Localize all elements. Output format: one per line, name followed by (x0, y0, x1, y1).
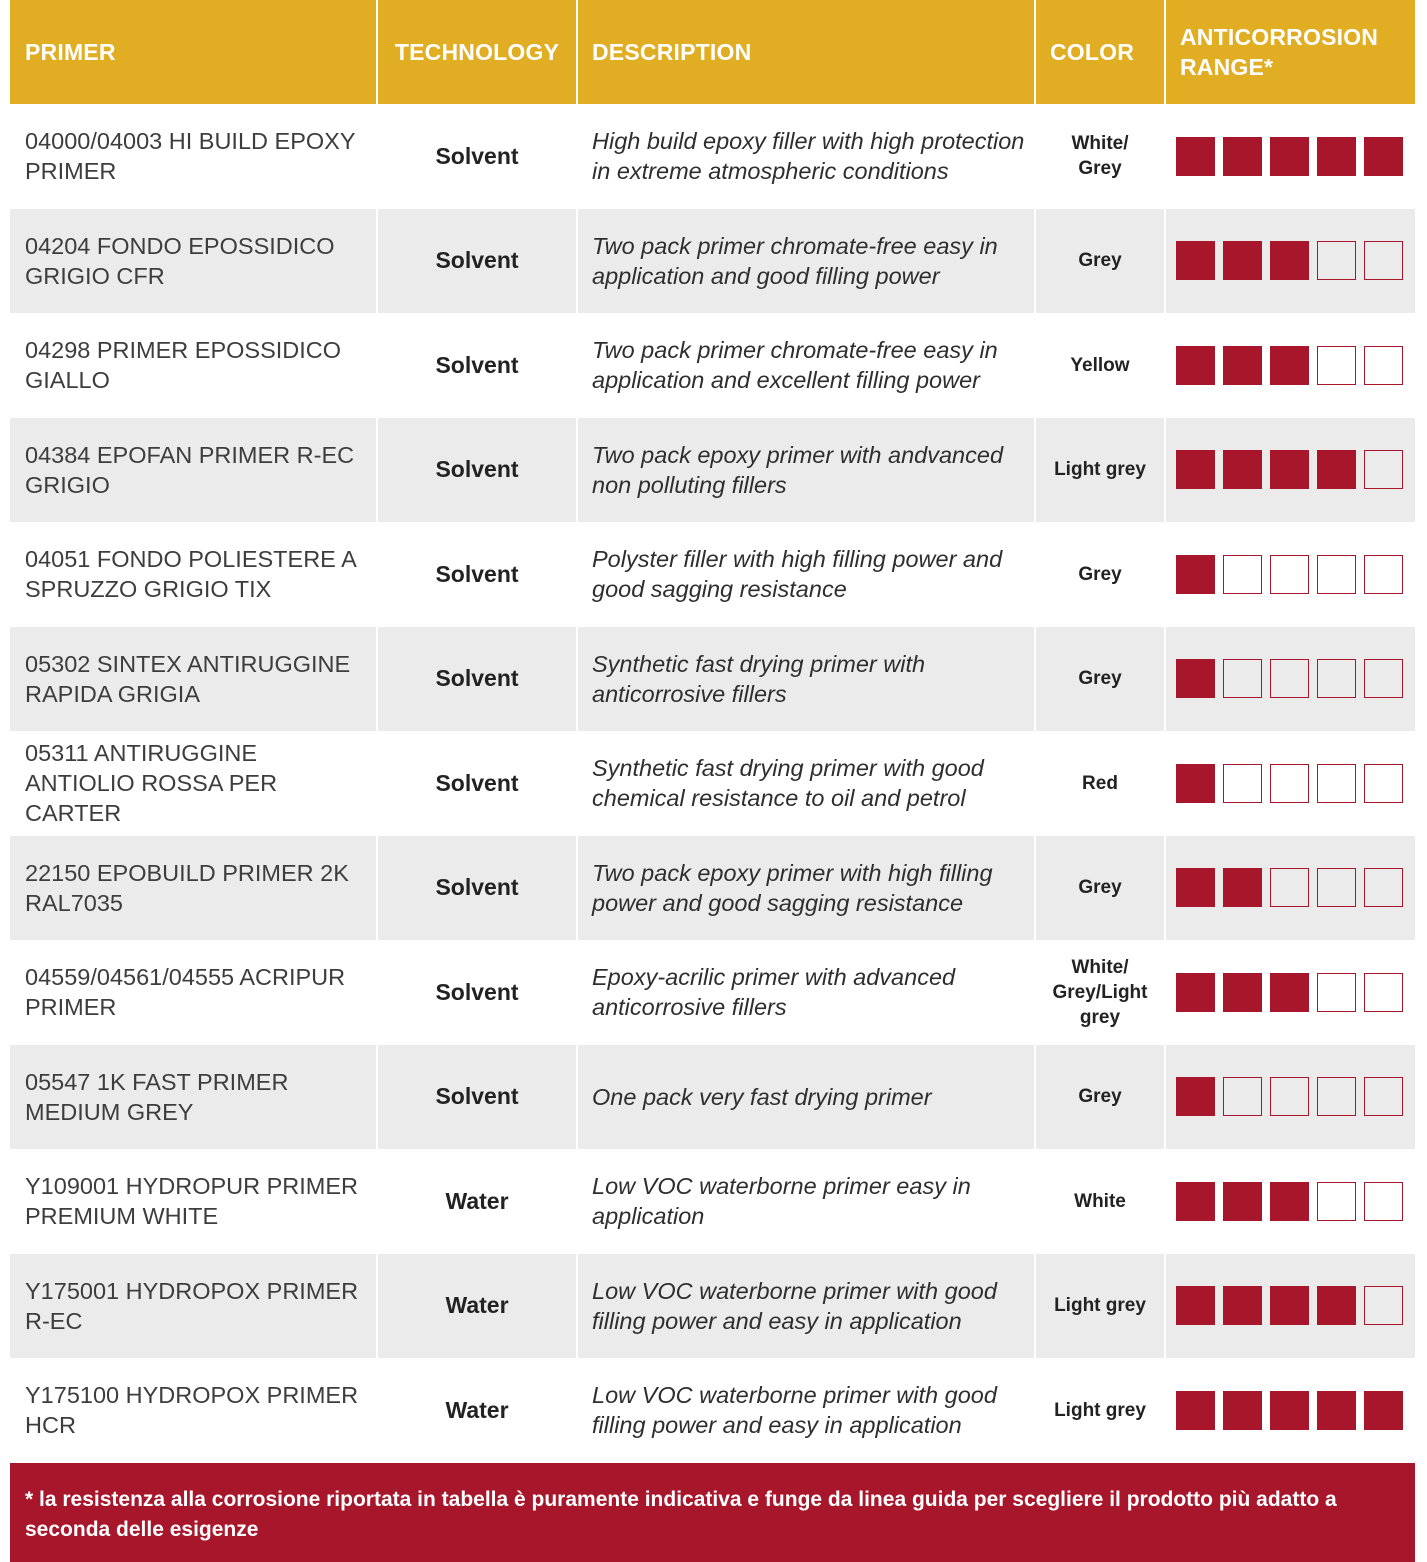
rating-square-empty (1364, 1286, 1403, 1325)
table-row (10, 731, 1415, 836)
color-value: Light grey (1054, 1295, 1146, 1317)
rating-square-empty (1317, 973, 1356, 1012)
technology-cell (378, 1358, 578, 1463)
rating-squares (1176, 241, 1403, 280)
rating-squares (1176, 1391, 1403, 1430)
anticorrosion-range-cell (1166, 104, 1415, 209)
color-value: Light grey (1054, 1399, 1146, 1421)
table-row (10, 1254, 1415, 1359)
rating-square-filled (1223, 973, 1262, 1012)
description-text: Low VOC waterborne primer with good filling power and easy in application (592, 1382, 997, 1439)
rating-squares (1176, 346, 1403, 385)
rating-square-filled (1270, 1182, 1309, 1221)
color-value: White/ Grey/Light grey (1052, 956, 1148, 1028)
header-technology: TECHNOLOGY (394, 39, 560, 65)
table-row (10, 1358, 1415, 1463)
primer-name: 05311 ANTIRUGGINE ANTIOLIO ROSSA PER CARTER (25, 740, 278, 827)
rating-square-filled (1317, 1286, 1356, 1325)
description-cell (578, 1045, 1036, 1150)
primer-cell (10, 1358, 378, 1463)
primer-name: Y175001 HYDROPOX PRIMER R-EC (25, 1277, 359, 1334)
technology-cell (378, 836, 578, 941)
description-text: Two pack epoxy primer with high filling power and good sagging resistance (592, 859, 993, 916)
color-value: Yellow (1070, 354, 1130, 376)
table-row (10, 209, 1415, 314)
primer-cell (10, 731, 378, 836)
rating-square-empty (1364, 973, 1403, 1012)
technology-value: Water (445, 1396, 509, 1423)
anticorrosion-range-cell (1166, 209, 1415, 314)
technology-value: Solvent (435, 978, 519, 1005)
technology-value: Solvent (435, 142, 519, 169)
anticorrosion-range-cell (1166, 940, 1415, 1045)
rating-square-filled (1176, 868, 1215, 907)
anticorrosion-range-cell (1166, 836, 1415, 941)
description-cell (578, 313, 1036, 418)
header-technology-cell (378, 0, 578, 104)
rating-square-filled (1176, 555, 1215, 594)
color-value: Grey (1078, 877, 1122, 899)
rating-squares (1176, 1182, 1403, 1221)
rating-square-empty (1270, 1077, 1309, 1116)
rating-square-filled (1317, 137, 1356, 176)
rating-square-filled (1317, 1391, 1356, 1430)
anticorrosion-range-cell (1166, 522, 1415, 627)
header-color-cell (1036, 0, 1166, 104)
table-header (10, 0, 1415, 104)
rating-square-filled (1176, 450, 1215, 489)
rating-square-empty (1364, 1182, 1403, 1221)
description-cell (578, 1358, 1036, 1463)
primer-cell (10, 522, 378, 627)
rating-square-filled (1223, 868, 1262, 907)
technology-cell (378, 627, 578, 732)
technology-value: Solvent (435, 560, 519, 587)
technology-cell (378, 1045, 578, 1150)
rating-square-empty (1317, 1182, 1356, 1221)
color-cell (1036, 418, 1166, 523)
rating-square-filled (1364, 1391, 1403, 1430)
rating-square-empty (1364, 346, 1403, 385)
rating-square-empty (1317, 346, 1356, 385)
color-cell (1036, 1254, 1166, 1359)
color-value: Grey (1078, 563, 1122, 585)
primer-cell (10, 836, 378, 941)
rating-square-filled (1176, 346, 1215, 385)
rating-square-empty (1223, 764, 1262, 803)
technology-cell (378, 1149, 578, 1254)
rating-square-empty (1364, 241, 1403, 280)
rating-square-empty (1364, 555, 1403, 594)
color-value: Grey (1078, 250, 1122, 272)
technology-cell (378, 1254, 578, 1359)
rating-square-empty (1317, 764, 1356, 803)
primer-name: 04559/04561/04555 ACRIPUR PRIMER (25, 964, 346, 1021)
rating-square-filled (1176, 1182, 1215, 1221)
rating-square-empty (1364, 764, 1403, 803)
table-row (10, 627, 1415, 732)
primer-cell (10, 940, 378, 1045)
technology-value: Solvent (435, 351, 519, 378)
table-row (10, 940, 1415, 1045)
rating-square-empty (1364, 868, 1403, 907)
anticorrosion-range-cell (1166, 627, 1415, 732)
table-row (10, 418, 1415, 523)
primer-name: 22150 EPOBUILD PRIMER 2K RAL7035 (25, 859, 349, 916)
rating-squares (1176, 1286, 1403, 1325)
technology-cell (378, 731, 578, 836)
table-row (10, 1149, 1415, 1254)
primer-name: 04298 PRIMER EPOSSIDICO GIALLO (25, 337, 342, 394)
rating-square-filled (1270, 450, 1309, 489)
table-row (10, 836, 1415, 941)
description-cell (578, 627, 1036, 732)
rating-square-filled (1176, 659, 1215, 698)
color-cell (1036, 1358, 1166, 1463)
header-primer: PRIMER (25, 39, 116, 65)
anticorrosion-range-cell (1166, 313, 1415, 418)
rating-square-filled (1223, 137, 1262, 176)
rating-square-filled (1223, 346, 1262, 385)
rating-square-filled (1270, 137, 1309, 176)
technology-value: Solvent (435, 769, 519, 796)
description-cell (578, 209, 1036, 314)
primer-cell (10, 104, 378, 209)
description-text: Low VOC waterborne primer with good filling power and easy in application (592, 1277, 997, 1334)
description-text: One pack very fast drying primer (592, 1083, 932, 1110)
rating-square-empty (1270, 659, 1309, 698)
color-value: Grey (1078, 668, 1122, 690)
rating-square-empty (1364, 450, 1403, 489)
description-cell (578, 1254, 1036, 1359)
color-value: White/ Grey (1071, 133, 1129, 180)
description-cell (578, 836, 1036, 941)
anticorrosion-range-cell (1166, 1254, 1415, 1359)
anticorrosion-range-cell (1166, 1045, 1415, 1150)
rating-square-filled (1176, 1077, 1215, 1116)
technology-cell (378, 104, 578, 209)
technology-cell (378, 209, 578, 314)
technology-value: Solvent (435, 665, 519, 692)
rating-square-filled (1270, 1391, 1309, 1430)
primer-name: 04051 FONDO POLIESTERE A SPRUZZO GRIGIO TIX (25, 546, 356, 603)
table-row (10, 1045, 1415, 1150)
primer-name: 05302 SINTEX ANTIRUGGINE RAPIDA GRIGIA (25, 650, 351, 707)
primer-cell (10, 1254, 378, 1359)
rating-square-filled (1223, 1391, 1262, 1430)
rating-square-empty (1317, 1077, 1356, 1116)
technology-cell (378, 313, 578, 418)
color-value: White (1074, 1190, 1126, 1212)
description-text: High build epoxy filler with high protection in extreme atmospheric conditions (592, 128, 1025, 185)
primer-table (10, 0, 1415, 1463)
rating-square-filled (1176, 1286, 1215, 1325)
description-cell (578, 940, 1036, 1045)
rating-square-empty (1317, 555, 1356, 594)
description-text: Polyster filler with high filling power and good sagging resistance (592, 546, 1003, 603)
color-cell (1036, 313, 1166, 418)
rating-square-filled (1364, 137, 1403, 176)
color-cell (1036, 940, 1166, 1045)
technology-cell (378, 522, 578, 627)
primer-cell (10, 1045, 378, 1150)
color-value: Grey (1078, 1086, 1122, 1108)
rating-square-empty (1317, 241, 1356, 280)
rating-squares (1176, 659, 1403, 698)
technology-cell (378, 418, 578, 523)
rating-square-empty (1364, 1077, 1403, 1116)
rating-square-empty (1317, 868, 1356, 907)
table-body (10, 104, 1415, 1463)
anticorrosion-range-cell (1166, 1358, 1415, 1463)
primer-cell (10, 313, 378, 418)
primer-name: 04000/04003 HI BUILD EPOXY PRIMER (25, 128, 356, 185)
anticorrosion-range-cell (1166, 418, 1415, 523)
anticorrosion-range-cell (1166, 731, 1415, 836)
color-cell (1036, 836, 1166, 941)
description-text: Two pack primer chromate-free easy in application and good filling power (592, 232, 998, 289)
rating-squares (1176, 450, 1403, 489)
rating-squares (1176, 764, 1403, 803)
description-text: Epoxy-acrilic primer with advanced anticorrosive fillers (592, 964, 956, 1021)
primer-name: Y109001 HYDROPUR PRIMER PREMIUM WHITE (25, 1173, 359, 1230)
description-cell (578, 104, 1036, 209)
rating-squares (1176, 973, 1403, 1012)
rating-square-filled (1176, 241, 1215, 280)
rating-square-filled (1176, 973, 1215, 1012)
rating-square-filled (1270, 973, 1309, 1012)
table-row (10, 522, 1415, 627)
description-text: Two pack primer chromate-free easy in application and excellent filling power (592, 337, 998, 394)
rating-squares (1176, 868, 1403, 907)
primer-name: 05547 1K FAST PRIMER MEDIUM GREY (25, 1068, 289, 1125)
primer-cell (10, 627, 378, 732)
primer-cell (10, 1149, 378, 1254)
technology-value: Solvent (435, 247, 519, 274)
description-text: Synthetic fast drying primer with good chemical resistance to oil and petrol (592, 755, 984, 812)
primer-name: 04384 EPOFAN PRIMER R-EC GRIGIO (25, 441, 355, 498)
rating-squares (1176, 1077, 1403, 1116)
primer-cell (10, 209, 378, 314)
description-cell (578, 522, 1036, 627)
table-row (10, 313, 1415, 418)
rating-square-filled (1176, 137, 1215, 176)
header-primer-cell (10, 0, 378, 104)
anticorrosion-range-cell (1166, 1149, 1415, 1254)
header-color: COLOR (1050, 39, 1135, 65)
primer-name: 04204 FONDO EPOSSIDICO GRIGIO CFR (25, 232, 335, 289)
header-range: ANTICORROSION RANGE* (1180, 24, 1379, 80)
rating-square-empty (1364, 659, 1403, 698)
primer-name: Y175100 HYDROPOX PRIMER HCR (25, 1382, 359, 1439)
table-row (10, 104, 1415, 209)
rating-square-filled (1223, 1182, 1262, 1221)
color-value: Red (1082, 772, 1118, 794)
technology-value: Solvent (435, 874, 519, 901)
color-cell (1036, 627, 1166, 732)
header-range-cell (1166, 0, 1415, 104)
color-cell (1036, 522, 1166, 627)
technology-value: Solvent (435, 456, 519, 483)
header-description: DESCRIPTION (592, 39, 752, 65)
color-cell (1036, 209, 1166, 314)
rating-squares (1176, 555, 1403, 594)
description-text: Low VOC waterborne primer easy in application (592, 1173, 971, 1230)
rating-square-empty (1223, 659, 1262, 698)
rating-squares (1176, 137, 1403, 176)
description-cell (578, 418, 1036, 523)
description-text: Synthetic fast drying primer with anticorrosive fillers (592, 650, 926, 707)
rating-square-filled (1270, 1286, 1309, 1325)
rating-square-empty (1223, 555, 1262, 594)
rating-square-empty (1270, 868, 1309, 907)
rating-square-filled (1223, 450, 1262, 489)
footnote: * la resistenza alla corrosione riportata in tabella è puramente indicativa e funge da linea guida per scegliere il prodotto più adatto a seconda delle esigenze (10, 1463, 1415, 1562)
rating-square-filled (1317, 450, 1356, 489)
rating-square-filled (1270, 346, 1309, 385)
description-text: Two pack epoxy primer with andvanced non polluting fillers (592, 441, 1004, 498)
technology-value: Solvent (435, 1083, 519, 1110)
color-cell (1036, 1149, 1166, 1254)
rating-square-filled (1270, 241, 1309, 280)
rating-square-empty (1223, 1077, 1262, 1116)
color-value: Light grey (1054, 459, 1146, 481)
rating-square-filled (1176, 764, 1215, 803)
color-cell (1036, 731, 1166, 836)
rating-square-empty (1270, 555, 1309, 594)
primer-cell (10, 418, 378, 523)
description-cell (578, 731, 1036, 836)
technology-value: Water (445, 1187, 509, 1214)
rating-square-empty (1317, 659, 1356, 698)
color-cell (1036, 1045, 1166, 1150)
rating-square-empty (1270, 764, 1309, 803)
rating-square-filled (1176, 1391, 1215, 1430)
technology-cell (378, 940, 578, 1045)
header-description-cell (578, 0, 1036, 104)
rating-square-filled (1223, 241, 1262, 280)
rating-square-filled (1223, 1286, 1262, 1325)
color-cell (1036, 104, 1166, 209)
description-cell (578, 1149, 1036, 1254)
technology-value: Water (445, 1292, 509, 1319)
